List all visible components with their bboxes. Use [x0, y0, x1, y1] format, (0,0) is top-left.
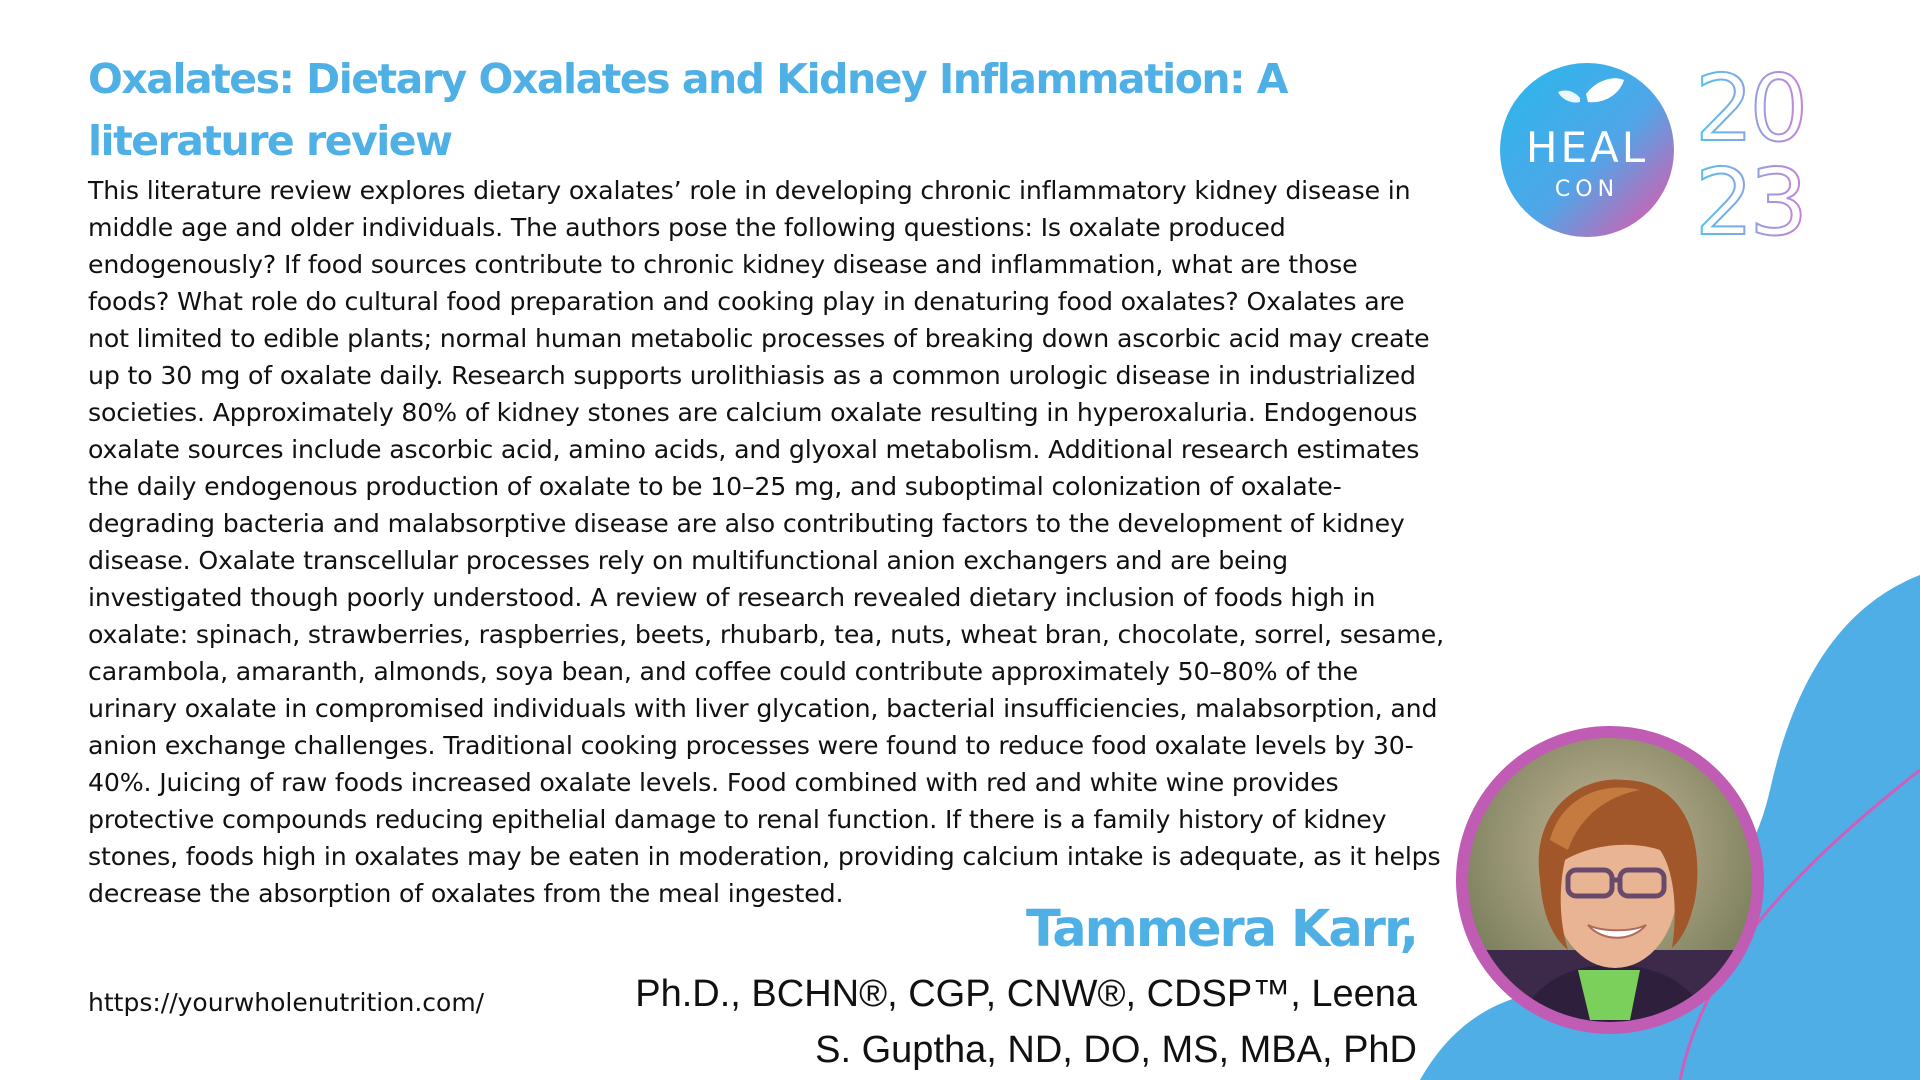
- logo-year-top: 20: [1695, 60, 1805, 162]
- logo-word-con: CON: [1554, 177, 1620, 202]
- author-portrait: [1450, 720, 1770, 1040]
- author-credentials: Ph.D., BCHN®, CGP, CNW®, CDSP™, Leena S. Guptha, ND, DO, MS, MBA, PhD: [635, 973, 1417, 1071]
- healcon-logo: [1500, 60, 1880, 250]
- author-name: Tammera Karr,: [1026, 900, 1417, 959]
- abstract-text: This literature review explores dietary oxalates’ role in developing chronic inflammatory kidney disease in middle age and older individuals. The authors pose the following questions: Is oxalate produced endogenously? If food sources contribute to chronic kidney disease and inflammation, what are those foods? What role do cultural food preparation and cooking play in denaturing food oxalates? Oxalates are not limited to edible plants; normal human metabolic processes of breaking down ascorbic acid may create up to 30 mg of oxalate daily. Research supports urolithiasis as a common urologic disease in industrialized societies. Approximately 80% of kidney stones are calcium oxalate resulting in hyperoxaluria. Endogenous oxalate sources include ascorbic acid, amino acids, and glyoxal metabolism. Additional research estimates the daily endogenous production of oxalate to be 10–25 mg, and suboptimal colonization of oxalate-degrading bacteria and malabsorptive disease are also contributing factors to the development of kidney disease. Oxalate transcellular processes rely on multifunctional anion exchangers and are being investigated though poorly understood. A review of research revealed dietary inclusion of foods high in oxalate: spinach, strawberries, raspberries, beets, rhubarb, tea, nuts, wheat bran, chocolate, sorrel, sesame, carambola, amaranth, almonds, soya bean, and coffee could contribute approximately 50–80% of the urinary oxalate in compromised individuals with liver glycation, bacterial insufficiencies, malabsorption, and anion exchange challenges. Traditional cooking processes were found to reduce food oxalate levels by 30-40%. Juicing of raw foods increased oxalate levels. Food combined with red and white wine provides protective compounds reducing epithelial damage to renal function. If there is a family history of kidney stones, foods high in oxalates may be eaten in moderation, providing calcium intake is adequate, as it helps decrease the absorption of oxalates from the meal ingested.: [88, 176, 1444, 908]
- person-portrait: [1450, 720, 1770, 1040]
- logo-word-heal: HEAL: [1525, 123, 1649, 172]
- logo-year-bottom: 23: [1695, 149, 1805, 250]
- website-url: https://yourwholenutrition.com/: [88, 988, 485, 1017]
- article-title: Oxalates: Dietary Oxalates and Kidney Inflammation: A literature review: [88, 55, 1287, 165]
